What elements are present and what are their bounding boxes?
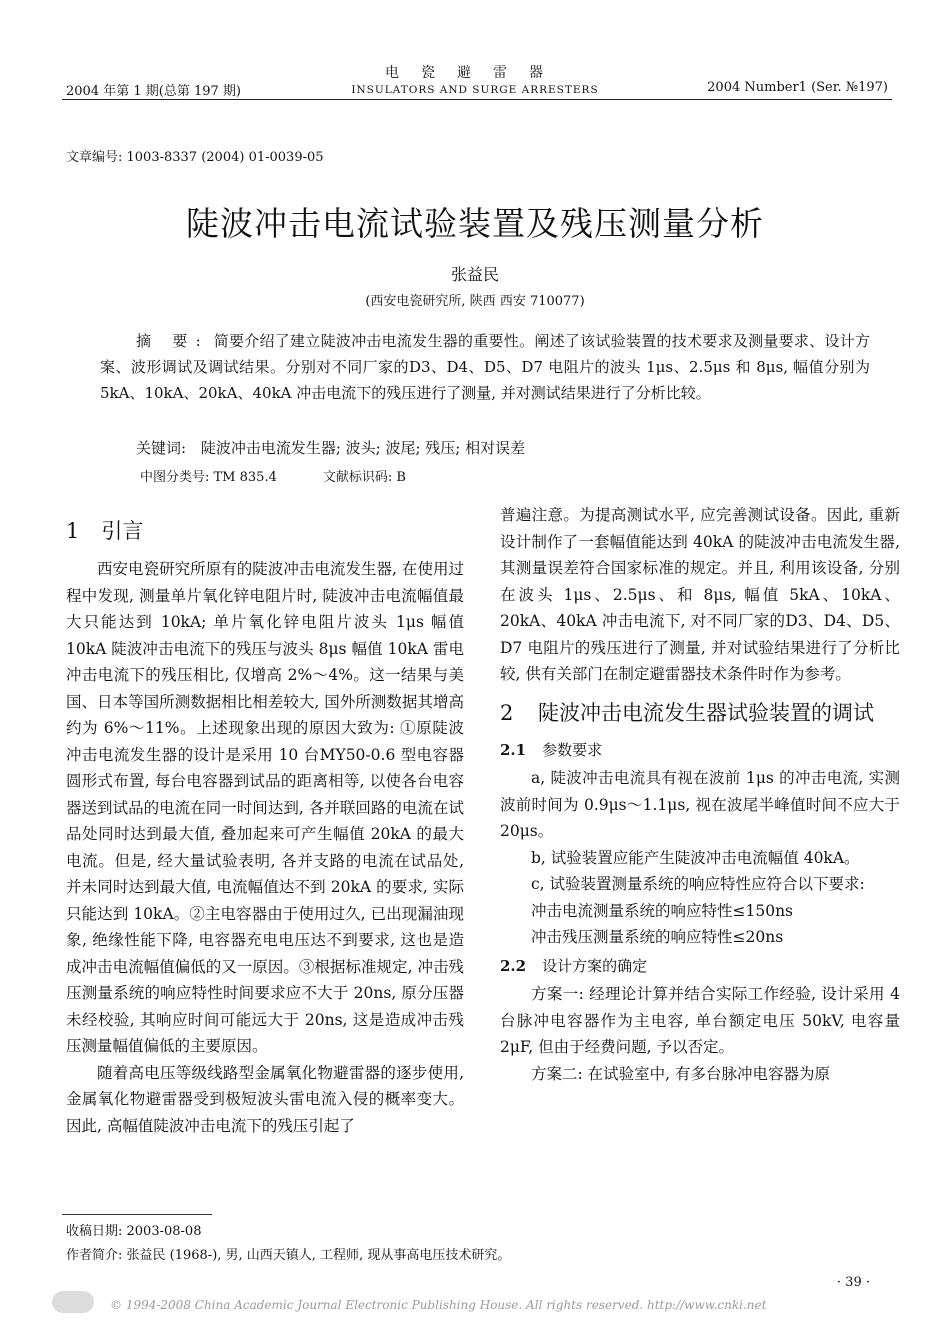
- abstract-label: 摘 要:: [136, 332, 209, 350]
- author-bio: 作者简介: 张益民 (1968-), 男, 山西天镇人, 工程师, 现从事高电压技术研究。: [66, 1248, 511, 1263]
- classification: [140, 466, 406, 485]
- requirement-item: b, 试验装置应能产生陡波冲击电流幅值 40kA。: [531, 848, 860, 867]
- paragraph: 方案一: 经理论计算并结合实际工作经验, 设计采用 4 台脉冲电容器作为主电容, 单台额定电压 50kV, 电容量 2μF, 但由于经费问题, 予以否定。: [500, 985, 900, 1056]
- subsection-number: 2.1: [500, 740, 527, 759]
- page-number: · 39 ·: [836, 1275, 870, 1290]
- received-date: 收稿日期: 2003-08-08: [66, 1224, 202, 1239]
- journal-name-cn: 电瓷避雷器: [385, 65, 565, 81]
- section-2-number: 2: [500, 700, 514, 725]
- section-2-heading: [500, 698, 900, 729]
- paragraph: 西安电瓷研究所原有的陡波冲击电流发生器, 在使用过程中发现, 测量单片氧化锌电阻片时, 陡波冲击电流幅值最大只能达到 10kA; 单片氧化锌电阻片波头 1μs 幅值 10kA 陡波冲击电流下的残压与波头 8μs 幅值 10kA 雷电冲击电流下的残压相比, 仅增高 2%～4%。这一结果与美国、日本等国所测数据相比相差较大, 国外所测数据其增高约为 6%～11%。上述现象出现的原因大致为: ①原陡波冲击电流发生器的设计是采用 10 台MY50-0.6 型电容器圆形式布置, 每台电容器到试品的距离相等, 以使各台电容器送到试品的电流在同一时间达到, 各并联回路的电流在试品处同时达到最大值, 叠加起来可产生幅值 20kA 的最大电流。但是, 经大量试验表明, 各并支路的电流在试品处, 并未同时达到最大值, 电流幅值达不到 20kA 的要求, 实际只能达到 10kA。②主电容器由于使用过久, 已出现漏油现象, 绝缘性能下降, 电容器充电电压达不到要求, 这也是造成冲击电流幅值偏低的又一原因。③根据标准规定, 冲击残压测量系统的响应特性时间要求应不大于 20ns, 原分压器未经校验, 其响应时间可能远大于 20ns, 这是造成冲击残压测量幅值偏低的主要原因。: [66, 560, 464, 1055]
- paper-title: 陡波冲击电流试验装置及残压测量分析: [186, 204, 764, 243]
- requirement-line: 冲击电流测量系统的响应特性≤150ns: [531, 901, 794, 920]
- subsection-title: 参数要求: [542, 740, 603, 759]
- section-1-title: 引言: [101, 519, 144, 543]
- requirement-item: a, 陡波冲击电流具有视在波前 1μs 的冲击电流, 实测波前时间为 0.9μs～1.1μs, 视在波尾半峰值时间不应大于 20μs。: [500, 769, 900, 840]
- subsection-title: 设计方案的确定: [542, 956, 648, 975]
- left-column: [66, 556, 464, 1139]
- header-issue: 2004 年第 1 期(总第 197 期): [66, 84, 241, 99]
- section-1-heading: [66, 516, 143, 547]
- author: 张益民: [450, 265, 499, 284]
- section-2-title: 陡波冲击电流发生器试验装置的调试: [538, 700, 874, 725]
- keywords: [136, 437, 876, 458]
- abstract: [100, 328, 870, 406]
- section-1-number: 1: [66, 519, 80, 543]
- header-rule: [62, 99, 892, 100]
- article-number: 文章编号: 1003-8337 (2004) 01-0039-05: [66, 150, 324, 165]
- paragraph: 方案二: 在试验室中, 有多台脉冲电容器为原: [531, 1064, 831, 1083]
- requirement-item: c, 试验装置测量系统的响应特性应符合以下要求:: [531, 875, 865, 893]
- affiliation: (西安电瓷研究所, 陕西 西安 710077): [365, 294, 585, 309]
- cnki-logo-icon: [52, 1291, 94, 1313]
- abstract-text: 简要介绍了建立陡波冲击电流发生器的重要性。阐述了该试验装置的技术要求及测量要求、设计方案、波形调试及调试结果。分别对不同厂家的D3、D4、D5、D7 电阻片的波头 1μs、2.5μs 和 8μs, 幅值分别为 5kA、10kA、20kA、40kA 冲击电流下的残压进行了测量, 并对测试结果进行了分析比较。: [100, 332, 870, 402]
- footnote-rule: [62, 1214, 212, 1215]
- subsection-2-2-heading: [500, 953, 900, 980]
- subsection-number: 2.2: [500, 956, 527, 975]
- paragraph: 普遍注意。为提高测试水平, 应完善测试设备。因此, 重新设计制作了一套幅值能达到 40kA 的陡波冲击电流发生器, 其测量误差符合国家标准的规定。并且, 利用该设备, 分别在波头 1μs、2.5μs、和 8μs, 幅值 5kA、10kA、20kA、40kA 冲击电流下, 对不同厂家的D3、D4、D5、D7 电阻片的残压进行了测量, 并对试验结果进行了分析比较, 供有关部门在制定避雷器技术条件时作为参考。: [500, 506, 900, 683]
- copyright-notice: © 1994-2008 China Academic Journal Electronic Publishing House. All rights reserved. http://www.cnki.net: [110, 1298, 767, 1312]
- paragraph: 随着高电压等级线路型金属氧化物避雷器的逐步使用, 金属氧化物避雷器受到极短波头雷电流入侵的概率变大。因此, 高幅值陡波冲击电流下的残压引起了: [66, 1063, 464, 1135]
- document-code: 文献标识码: B: [322, 470, 406, 485]
- right-column: [500, 502, 900, 1087]
- header-issue-en: 2004 Number1 (Ser. №197): [707, 80, 888, 95]
- subsection-2-1-heading: [500, 737, 900, 764]
- keywords-label: 关键词:: [136, 439, 187, 457]
- clc-number: 中图分类号: TM 835.4: [140, 470, 277, 485]
- keywords-text: 陡波冲击电流发生器; 波头; 波尾; 残压; 相对误差: [200, 439, 526, 457]
- requirement-line: 冲击残压测量系统的响应特性≤20ns: [531, 928, 784, 946]
- journal-name-en: INSULATORS AND SURGE ARRESTERS: [351, 84, 599, 96]
